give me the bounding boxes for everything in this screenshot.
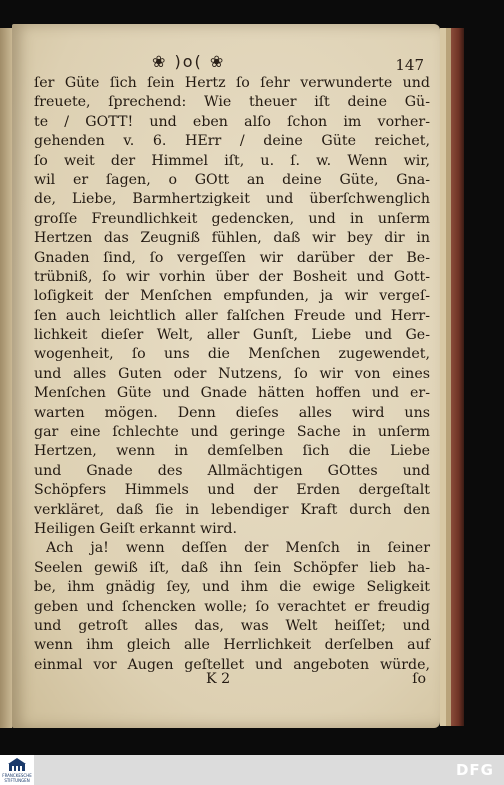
text-line: einmal vor Augen geſtellet und angeboten würde,: [34, 656, 430, 673]
text-line: Hertzen, wenn in demſelben ſich die Liebe: [34, 443, 430, 460]
text-line: Schöpfers Himmels und der Erden dergeſtalt: [34, 482, 430, 499]
page-header: [34, 52, 434, 74]
page-body-text: [34, 74, 430, 675]
left-page-edge: [0, 28, 12, 728]
text-line: gehenden v. 6. HErr / deine Güte reichet,: [34, 133, 430, 150]
text-line: loſigkeit der Menſchen empfunden, ja wir vergeſ-: [34, 288, 430, 305]
text-line: Gnaden ſind, ſo vergeſſen wir darüber der Be-: [34, 249, 430, 266]
dfg-logo[interactable]: DFG: [455, 761, 494, 779]
text-line: Menſchen Güte und Gnade hätten hoffen und er-: [34, 385, 430, 402]
text-line: trübniß, ſo wir vorhin über der Bosheit und Gott-: [34, 268, 430, 285]
text-line: geben und ſchencken wolle; ſo verachtet er freudig: [34, 598, 430, 615]
text-line: groſſe Freundlichkeit gedencken, und in unſerm: [34, 210, 430, 227]
viewer-footer-bar: [0, 755, 504, 785]
text-line: lichkeit dieſer Welt, aller Gunſt, Liebe und Ge-: [34, 327, 430, 344]
logo-caption: FRANCKESCHE STIFTUNGEN: [2, 773, 32, 783]
text-line: Hertzen das Zeugniß fühlen, daß wir bey dir in: [34, 230, 430, 247]
text-line: be, ihm gnädig ſey, und ihm die ewige Seligkeit: [34, 579, 430, 596]
text-line: und Gnade des Allmächtigen GOttes und: [34, 462, 430, 479]
text-line: ſen auch leichtlich aller falſchen Freude und Herr-: [34, 307, 430, 324]
text-line: wil er ſagen, o GOtt an deine Güte, Gna-: [34, 171, 430, 188]
institution-logo-icon: [8, 758, 26, 772]
text-line: ſo weit der Himmel iſt, u. ſ. w. Wenn wir,: [34, 152, 430, 169]
text-line: und getroſt alles das, was Welt heiſſet; und: [34, 617, 430, 634]
text-line: gar eine ſchlechte und geringe Sache in unſerm: [34, 424, 430, 441]
text-line: warten mögen. Denn dieſes alles wird uns: [34, 404, 430, 421]
text-line: freuete, ſprechend: Wie theuer iſt deine Gü-: [34, 94, 430, 111]
book-cover-edge: [451, 28, 464, 726]
text-line: te / GOTT! und eben alſo ſchon im vorher-: [34, 113, 430, 130]
text-line: und alles Guten oder Nutzens, ſo wir von eines: [34, 365, 430, 382]
text-line: Seelen gewiß iſt, daß ihn ſein Schöpfer lieb ha-: [34, 559, 430, 576]
franckesche-stiftungen-logo[interactable]: [0, 755, 34, 785]
text-line: verkläret, daß ſie in lebendiger Kraft durch den: [34, 501, 430, 518]
text-line: wogenheit, ſo uns die Menſchen zugewendet,: [34, 346, 430, 363]
page-number: 147: [395, 56, 424, 74]
text-line: Ach ja! wenn deſſen der Menſch in ſeiner: [46, 540, 430, 557]
catchword: ſo: [412, 671, 426, 687]
text-line: de, Liebe, Barmhertzigkeit und überſchwenglich: [34, 191, 430, 208]
text-line: wenn ihm gleich alle Herrlichkeit derſelben auf: [34, 637, 430, 654]
signature-mark: K 2: [206, 671, 231, 687]
text-line: Heiligen Geiſt erkannt wird.: [34, 520, 238, 537]
header-ornament: ❀ )o( ❀: [152, 52, 226, 71]
page-footer: [34, 671, 430, 691]
text-line: ſer Güte ſich ſein Hertz ſo ſehr verwunderte und: [34, 75, 430, 91]
